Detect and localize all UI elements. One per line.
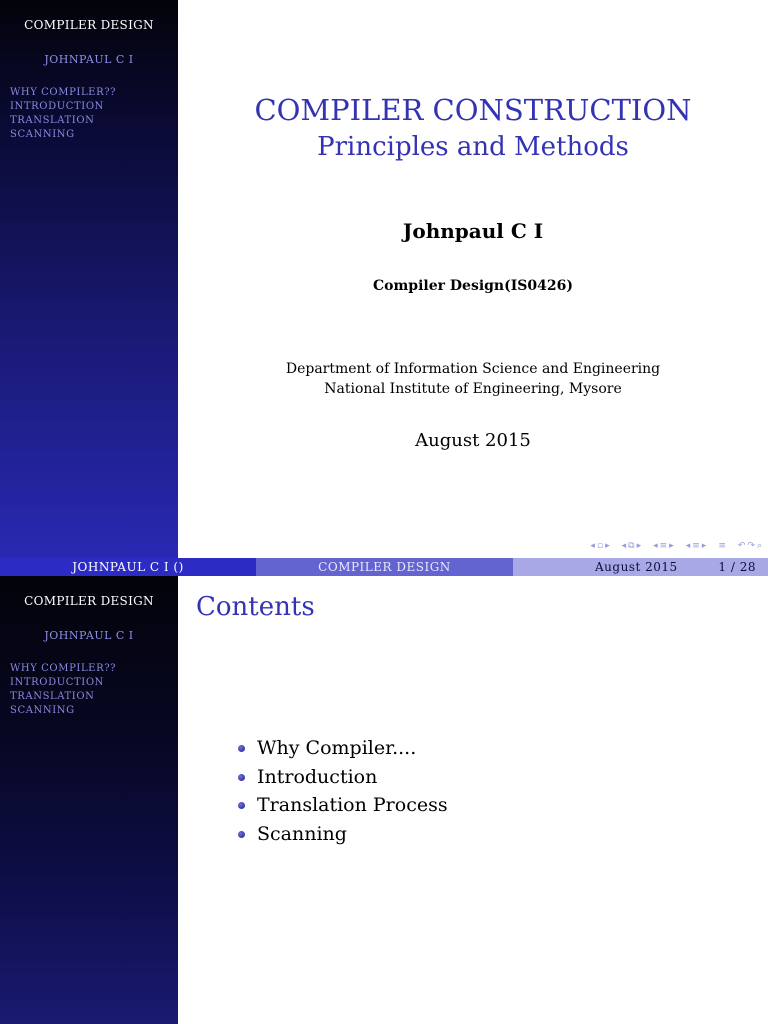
sidebar-item-translation[interactable]: TRANSLATION [10, 115, 95, 126]
sidebar-item-introduction[interactable]: INTRODUCTION [10, 677, 104, 688]
nav-prev-frame-icon[interactable]: ◂ [621, 541, 627, 551]
list-item-label: Introduction [257, 765, 378, 788]
list-item[interactable] [236, 791, 448, 820]
nav-section-icon[interactable]: ≡ [692, 541, 700, 551]
list-item[interactable] [236, 763, 448, 792]
footer-bar [0, 558, 768, 576]
sidebar-nav [10, 86, 116, 142]
nav-prev-slide-icon[interactable]: ◂ [590, 541, 595, 551]
footer-page-number: 1 / 28 [718, 560, 756, 574]
presentation-date: August 2015 [415, 430, 531, 451]
nav-next-section-icon[interactable]: ▸ [701, 541, 707, 551]
sidebar-title: COMPILER DESIGN [24, 18, 154, 32]
contents-slide [0, 576, 768, 1024]
nav-subsection-icon[interactable]: ≡ [659, 541, 668, 551]
bullet-icon [238, 831, 245, 838]
contents-list [236, 734, 448, 848]
sidebar-item-scanning[interactable]: SCANNING [10, 129, 75, 140]
sidebar-item-why-compiler[interactable]: WHY COMPILER?? [10, 87, 117, 98]
sidebar-title: COMPILER DESIGN [24, 594, 154, 608]
nav-next-slide-icon[interactable]: ▸ [605, 541, 610, 551]
footer-date: August 2015 [595, 560, 678, 574]
nav-document-icon[interactable]: ≡ [718, 541, 726, 551]
list-item-label: Why Compiler.... [257, 737, 417, 759]
nav-slide-icon[interactable]: ▫ [596, 541, 604, 551]
sidebar-nav [10, 662, 116, 718]
footer-info [513, 558, 768, 576]
bullet-icon [238, 802, 245, 809]
nav-prev-subsection-icon[interactable]: ◂ [653, 541, 658, 551]
institution-department: Department of Information Science and Engineering [285, 361, 661, 377]
author-name: Johnpaul C I [402, 219, 544, 243]
bullet-icon [238, 774, 245, 781]
course-name: Compiler Design(IS0426) [373, 278, 573, 294]
sidebar-item-translation[interactable]: TRANSLATION [10, 691, 95, 702]
nav-next-frame-icon[interactable]: ▸ [636, 541, 642, 551]
list-item-label: Translation Process [257, 794, 448, 816]
beamer-navigation [590, 539, 762, 553]
institution [178, 359, 768, 399]
presentation-title: COMPILER CONSTRUCTION [254, 93, 692, 127]
institution-name: National Institute of Engineering, Mysore [324, 381, 622, 397]
sidebar-author: JOHNPAUL C I [44, 629, 134, 642]
sidebar-item-introduction[interactable]: INTRODUCTION [10, 101, 104, 112]
sidebar [0, 0, 178, 576]
nav-search-icon[interactable]: ⌕ [756, 541, 762, 551]
presentation-subtitle: Principles and Methods [317, 132, 629, 162]
bullet-icon [238, 745, 245, 752]
sidebar [0, 576, 178, 1024]
sidebar-item-scanning[interactable]: SCANNING [10, 705, 75, 716]
sidebar-item-why-compiler[interactable]: WHY COMPILER?? [10, 663, 117, 674]
nav-back-icon[interactable]: ↶ [737, 541, 746, 551]
nav-frame-icon[interactable]: ⧉ [628, 541, 635, 551]
list-item[interactable] [236, 820, 448, 849]
nav-forward-icon[interactable]: ↷ [747, 541, 755, 551]
nav-prev-section-icon[interactable]: ◂ [685, 541, 691, 551]
nav-next-subsection-icon[interactable]: ▸ [669, 541, 674, 551]
sidebar-author: JOHNPAUL C I [44, 53, 134, 66]
footer-author: JOHNPAUL C I () [0, 558, 256, 576]
list-item[interactable] [236, 734, 448, 763]
list-item-label: Scanning [257, 822, 347, 845]
footer-title: COMPILER DESIGN [256, 558, 513, 576]
frame-title: Contents [196, 592, 315, 622]
